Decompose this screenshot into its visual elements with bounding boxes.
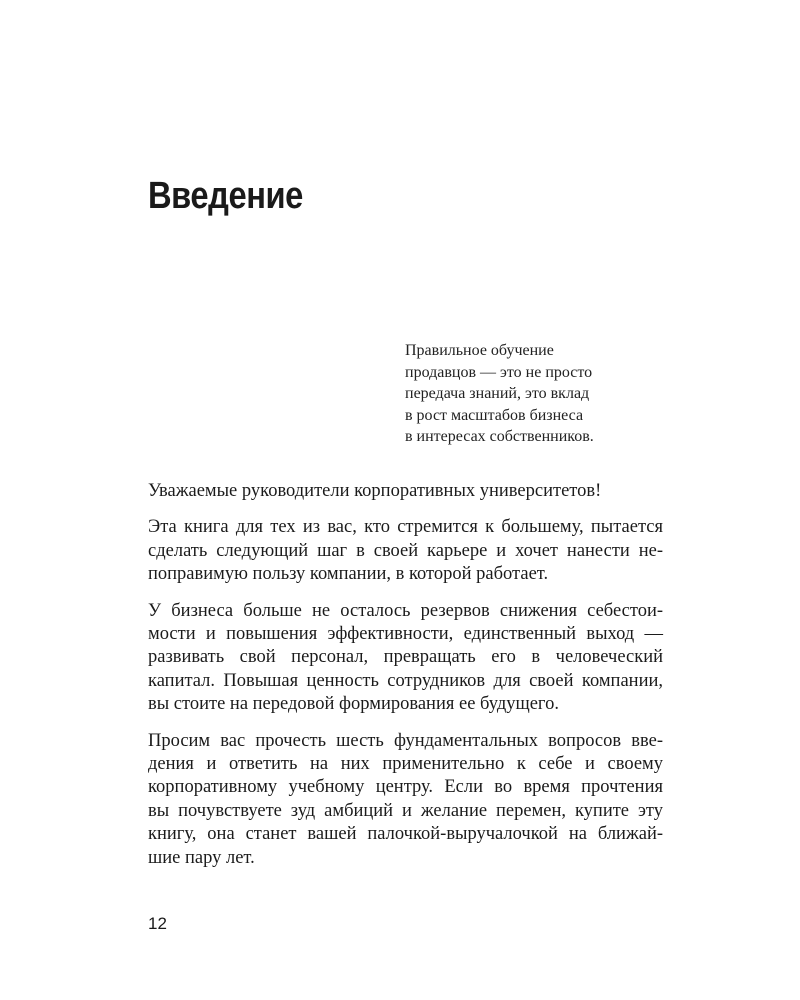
paragraph-line: развивать свой персонал, превращать его в человеческий: [148, 647, 663, 668]
paragraph-line: дения и ответить на них применительно к себе и своему: [148, 754, 663, 775]
epigraph-line: в интересах собственников.: [405, 428, 594, 445]
paragraph-line: мости и повышения эффективности, единственный выход —: [148, 624, 663, 645]
paragraph-business: [148, 600, 663, 717]
paragraph-greeting: [148, 480, 663, 503]
body-text: [148, 480, 663, 883]
paragraph-line: шие пару лет.: [148, 847, 255, 868]
epigraph-line: в рост масштабов бизнеса: [405, 406, 584, 424]
paragraph-line: вы стоите на передовой формирования ее будущего.: [148, 694, 559, 715]
paragraph-request: [148, 730, 663, 870]
page-number: 12: [148, 914, 167, 933]
paragraph-audience: [148, 516, 663, 586]
paragraph-line: книгу, она станет вашей палочкой-выручалочкой на ближай-: [148, 824, 663, 845]
epigraph-line: продавцов — это не просто: [405, 363, 593, 381]
paragraph-line: корпоративному учебному центру. Если во время прочтения: [148, 777, 663, 798]
paragraph-line: У бизнеса больше не осталось резервов снижения себестои-: [148, 600, 663, 621]
paragraph-line: капитал. Повышая ценность сотрудников для своей компании,: [148, 670, 663, 691]
paragraph-line: поправимую пользу компании, в которой работает.: [148, 564, 549, 585]
paragraph-line: Просим вас прочесть шесть фундаментальных вопросов вве-: [148, 730, 663, 751]
chapter-title: Введение: [148, 175, 303, 217]
epigraph-line: Правильное обучение: [405, 342, 554, 359]
paragraph-line: сделать следующий шаг в своей карьере и хочет нанести не-: [148, 540, 663, 561]
paragraph-line: Эта книга для тех из вас, кто стремится к большему, пытается: [148, 517, 663, 538]
epigraph: [405, 340, 665, 448]
paragraph-line: вы почувствуете зуд амбиций и желание перемен, купите эту: [148, 800, 663, 821]
epigraph-line: передача знаний, это вклад: [405, 385, 590, 402]
paragraph-line: Уважаемые руководители корпоративных университетов!: [148, 481, 602, 501]
